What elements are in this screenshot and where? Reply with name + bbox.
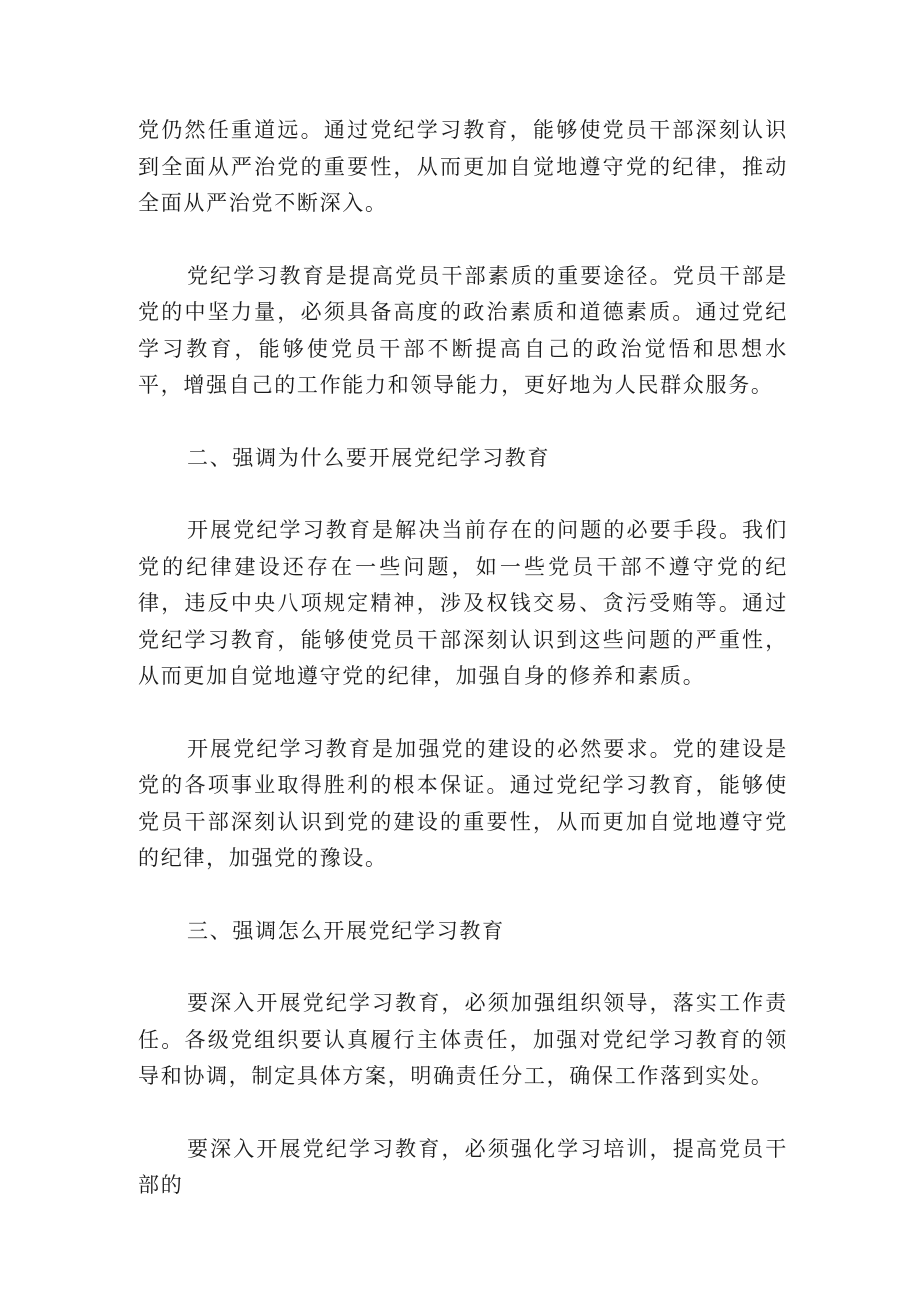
section-heading-3: 三、强调怎么开展党纪学习教育 xyxy=(187,918,505,943)
paragraph-5: 要深入开展党纪学习教育，必须加强组织领导，落实工作责任。各级党组织要认真履行主体责任，加强对党纪学习教育的领导和协调，制定具体方案，明确责任分工，确保工作落到实处。 xyxy=(138,991,788,1088)
paragraph-1: 党仍然任重道远。通过党纪学习教育，能够使党员干部深刻认识到全面从严治党的重要性，从而更加自觉地遵守党的纪律，推动全面从严治党不断深入。 xyxy=(138,118,788,215)
section-heading-2: 二、强调为什么要开展党纪学习教育 xyxy=(187,445,551,470)
paragraph-4: 开展党纪学习教育是加强党的建设的必然要求。党的建设是党的各项事业取得胜利的根本保证。通过党纪学习教育，能够使党员干部深刻认识到党的建设的重要性，从而更加自觉地遵守党的纪律，加强党的豫设。 xyxy=(138,736,788,870)
document-body xyxy=(138,112,788,1240)
paragraph-3: 开展党纪学习教育是解决当前存在的问题的必要手段。我们党的纪律建设还存在一些问题，如一些党员干部不遵守党的纪律，违反中央八项规定精神，涉及权钱交易、贪污受贿等。通过党纪学习教育，能够使党员干部深刻认识到这些问题的严重性，从而更加自觉地遵守党的纪律，加强自身的修养和素质。 xyxy=(138,518,788,688)
paragraph-6: 要深入开展党纪学习教育，必须强化学习培训，提高党员干部的 xyxy=(138,1136,788,1197)
paragraph-2: 党纪学习教育是提高党员干部素质的重要途径。党员干部是党的中坚力量，必须具备高度的政治素质和道德素质。通过党纪学习教育，能够使党员干部不断提高自己的政治觉悟和思想水平，增强自己的工作能力和领导能力，更好地为人民群众服务。 xyxy=(138,263,788,397)
